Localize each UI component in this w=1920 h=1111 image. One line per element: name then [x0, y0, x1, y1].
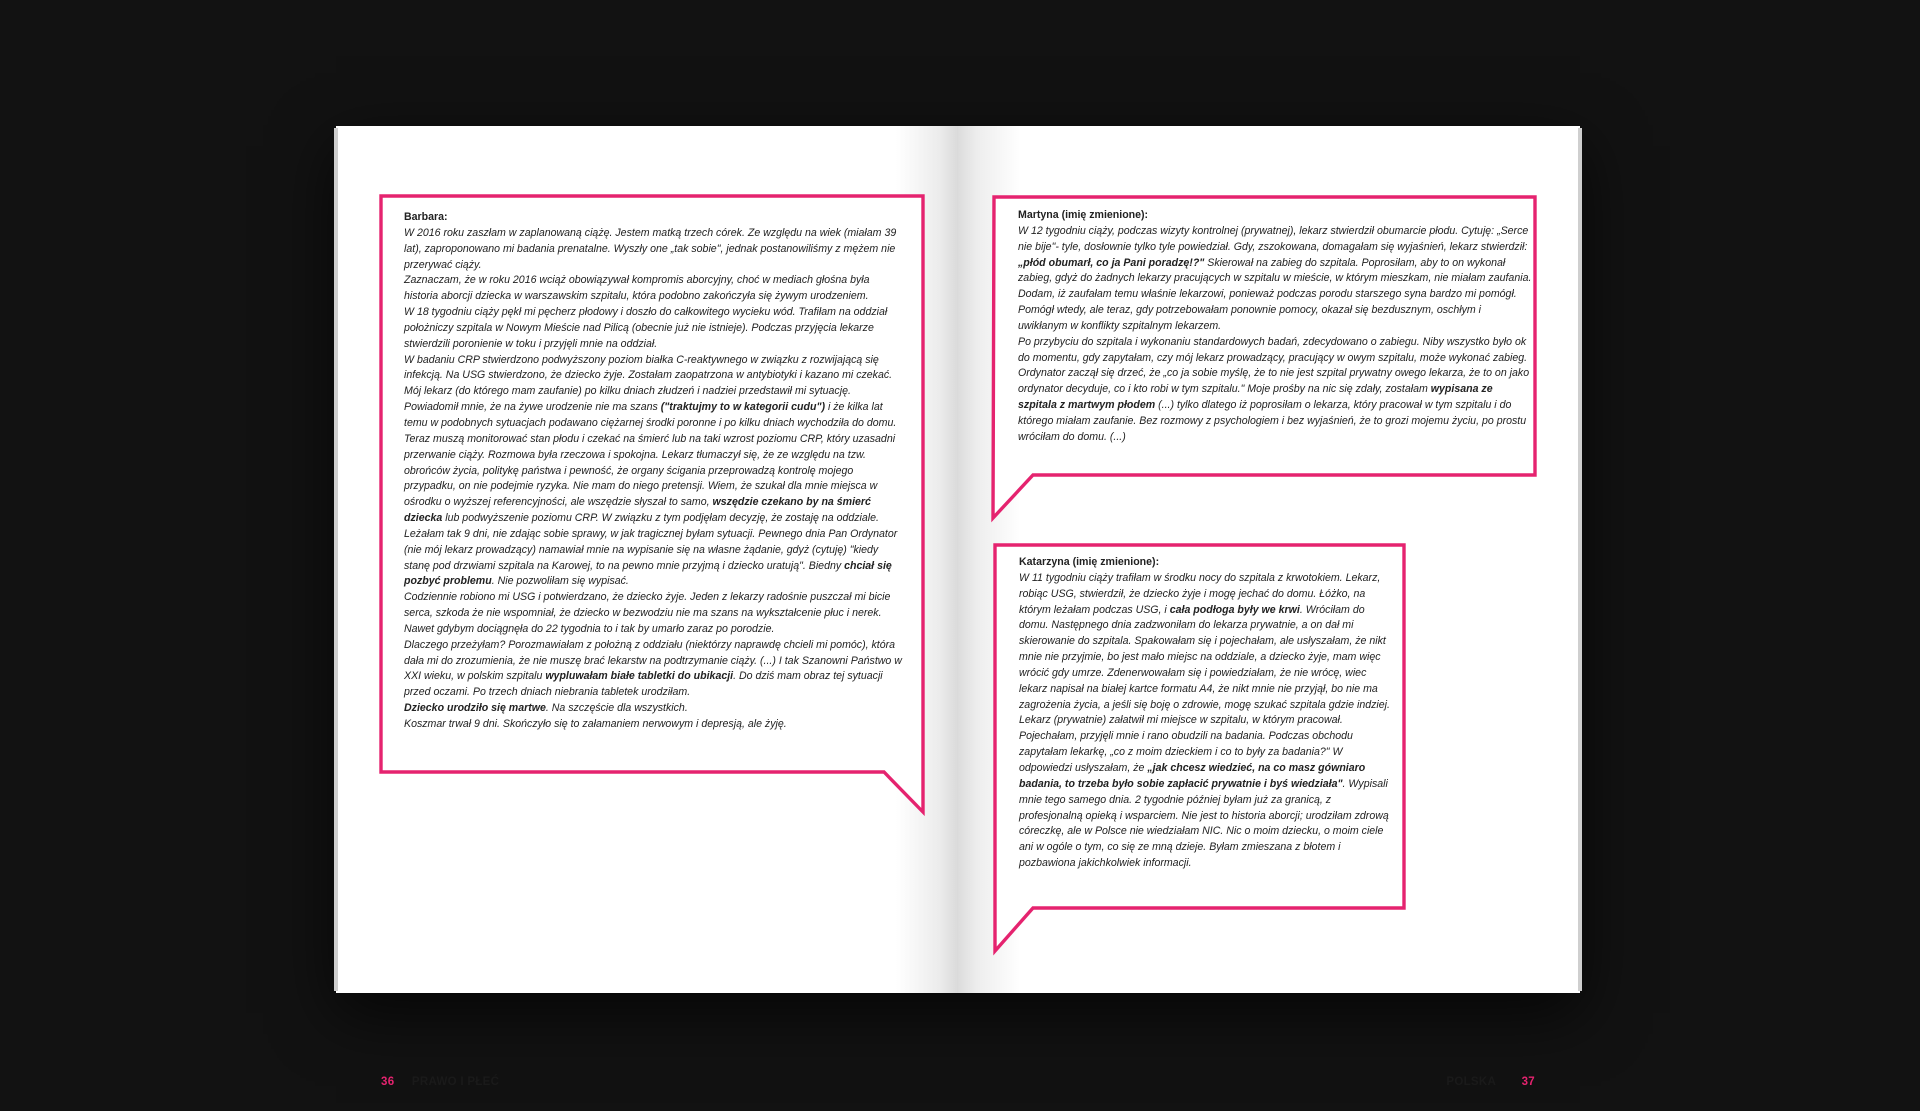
book-spread	[336, 126, 1580, 1088]
story-name: Barbara:	[404, 211, 448, 223]
story-paragraph	[404, 226, 904, 274]
text-run: W 2016 roku zaszłam w zaplanowaną ciążę. Jestem matką trzech córek. Ze względu na wiek (miałam 39 lat), zaproponowano mi badania prenatalne. Wyszły one „tak sobie", jednak postanowiliśmy z mężem nie przerywać ciąży.	[404, 226, 897, 271]
left-folio	[381, 1076, 499, 1088]
emphasis-text: Dziecko urodziło się martwe	[404, 702, 546, 715]
story-name: Katarzyna (imię zmienione):	[1019, 556, 1160, 568]
text-run: . Nie pozwoliłam się wypisać.	[491, 575, 629, 588]
emphasis-text: „jak chcesz wiedzieć, na co masz gówniaro badania, to trzeba było sobie zapłacić prywatnie i byś wiedziała"	[1019, 761, 1366, 790]
text-run: i że kilka lat temu w podobnych sytuacjach podawano ciężarnej środki poronne i po kilku dniach wychodziła do domu. Teraz muszą monitorować stan płodu i czekać na śmierć lub na taki wzrost poziomu CRP, który uzasadni przerwanie ciąży. Rozmowa była rzeczowa i spokojna. Lekarz tłumaczył się, że ze względu na tzw. obrońców życia, politykę państwa i pewność, że organy ścigania przeprowadzą kontrolę mojego przypadku, on nie podejmie ryzyka. Nie mam do niego pretensji. Wiem, że szukał dla mnie miejsca w ośrodku o wyższej referencyjności, ale wszędzie słyszał to samo,	[404, 401, 897, 509]
emphasis-text: cała podłoga były we krwi	[1169, 603, 1300, 616]
emphasis-text: wszędzie czekano by na śmierć dziecka	[404, 496, 871, 525]
story-barbara	[404, 210, 904, 733]
text-run: . Na szczęście dla wszystkich.	[545, 702, 688, 715]
story-paragraph	[404, 527, 904, 590]
text-run: W 12 tygodniu ciąży, podczas wizyty kontrolnej (prywatnej), lekarz stwierdził obumarcie płodu. Cytuję: „Serce nie bije"- tyle, dosłownie tylko tyle powiedział. Gdy, zszokowana, domagałam się wyjaśnień, lekarz stwierdził:	[1018, 224, 1529, 253]
text-run: . Do dziś mam obraz tej sytuacji przed oczami. Po trzech dniach niebrania tabletek urodziłam.	[404, 670, 883, 699]
story-paragraph	[404, 305, 904, 353]
story-paragraph	[404, 273, 904, 305]
page-number-left: 36	[381, 1076, 395, 1088]
text-run: W badaniu CRP stwierdzono podwyższony poziom białka C-reaktywnego w związku z rozwijającą się infekcją. Na USG stwierdzono, że dziecko żyje. Zostałam zaopatrzona w antybiotyki i kazano mi czekać. Mój lekarz (do którego mam zaufanie) po kilku dniach złudzeń i nadziei przedstawił mi sytuację. Powiadomił mnie, że na żywe urodzenie nie ma szans	[404, 353, 893, 414]
story-katarzyna	[1019, 555, 1395, 872]
running-head-left: PRAWO I PŁEĆ	[411, 1076, 500, 1088]
emphasis-text: „płód obumarł, co ja Pani poradzę!?"	[1018, 256, 1205, 269]
text-run: Skierował na zabieg do szpitala. Poprosiłam, aby to on wykonał zabieg, gdyż do żadnych lekarzy pracujących w szpitalu w mieście, w którym mieszkam, nie miałam zaufania. Dodam, iż zaufałam temu właśnie lekarzowi, ponieważ podczas porodu starszego syna bardzo mi pomógł. Pomógł wtedy, ale teraz, gdy potrzebowałam ponownie pomocy, okazał się bezdusznym, oschłym i uwikłanym w konflikty szpitalnym lekarzem.	[1018, 256, 1532, 332]
story-paragraph	[404, 701, 904, 717]
right-page	[958, 126, 1580, 1088]
text-run: Codziennie robiono mi USG i potwierdzano, że dziecko żyje. Jeden z lekarzy radośnie puszczał mi bicie serca, szkoda że nie wspomniał, że dziecko w bezwodziu nie ma szans na wykształcenie płuc i nerek. Nawet gdybym dociągnęła do 22 tygodnia to i tak by umarło zaraz po porodzie.	[404, 591, 891, 635]
story-paragraph	[404, 590, 904, 638]
text-run: lub podwyższenie poziomu CRP. W związku z tym podjęłam decyzję, że zostaję na oddziale.	[442, 512, 879, 525]
text-run: Dlaczego przeżyłam? Porozmawiałam z położną z oddziału (niektórzy naprawdę chcieli mi pomóc), która dała mi do zrozumienia, że nie muszę brać lekarstw na podtrzymanie ciąży. (...) I tak Szanowni Państwo w XXI wieku, w polskim szpitalu	[404, 638, 902, 683]
running-head-right: POLSKA	[1446, 1076, 1497, 1088]
emphasis-text: ("traktujmy to w kategorii cudu")	[660, 401, 825, 414]
story-paragraphs	[404, 226, 904, 733]
text-run: Po przybyciu do szpitala i wykonaniu standardowych badań, zdecydowano o zabiegu. Niby wszystko było ok do momentu, gdy zapytałam, czy mój lekarz prowadzący, pracujący w owym szpitalu, może wykonać zabieg. Ordynator zaczął się drzeć, że „co ja sobie myślę, że to nie jest szpital prywatny owego lekarza, że to on jako ordynator decyduje, co i kto robi w tym szpitalu." Moje prośby na nic się zdały, zostałam	[1018, 335, 1530, 396]
text-run: . Wróciłam do domu. Następnego dnia zadzwoniłam do lekarza prywatnie, a on dał mi skierowanie do szpitala. Spakowałam się i pojechałam, ale usłyszałam, że nikt mnie nie przyjmie, bo jest mało miejsc na oddziale, a dziecko żyje, mam więc wrócić gdy umrze. Zdenerwowałam się i powiedziałam, że nie wrócę, wiec lekarz napisał na białej kartce formatu A4, że nikt mnie nie przyjął, bo nie ma zagrożenia życia, a jeśli się boję o zdrowie, mogę szukać szpitala gdzie indziej. Lekarz (prywatnie) załatwił mi miejsce w szpitalu, w którym pracował. Pojechałam, przyjęli mnie i rano obudzili na badania. Podczas obchodu zapytałam lekarkę, „co z moim dzieckiem i co to były za badania?" W odpowiedzi usłyszałam, że	[1019, 603, 1390, 774]
text-run: Koszmar trwał 9 dni. Skończyło się to załamaniem nerwowym i depresją, ale żyję.	[404, 718, 787, 730]
emphasis-text: wypisana ze szpitala z martwym płodem	[1018, 383, 1493, 412]
emphasis-text: wypluwałam białe tabletki do ubikacji	[545, 670, 734, 683]
story-paragraphs	[1019, 571, 1395, 872]
text-run: Zaznaczam, że w roku 2016 wciąż obowiązywał kompromis aborcyjny, choć w mediach głośna była historia aborcji dziecka w warszawskim szpitalu, która podobno zakończyła się żywym urodzeniem.	[404, 274, 870, 303]
emphasis-text: chciał się pozbyć problemu	[404, 559, 892, 588]
text-run: (...) tylko dlatego iż poprosiłam o lekarza, który pracował w tym szpitalu i do którego miałam zaufanie. Bez rozmowy z psychologiem i bez wyjaśnień, że to grozi mojemu życiu, po prostu wróciłam do domu. (...)	[1018, 399, 1527, 443]
text-run: . Wypisali mnie tego samego dnia. 2 tygodnie później byłam już za granicą, z profesjonalną opieką i wsparciem. Nie jest to historia aborcji; urodziłam zdrową córeczkę, ale w Polsce nie wiedziałam NIC. Nic o moim dziecku, o moim ciele ani w ogóle o tym, co się ze mną dzieje. Byłam zmieszana z błotem i pozbawiona jakichkolwiek informacji.	[1019, 777, 1389, 870]
story-name: Martyna (imię zmienione):	[1018, 209, 1149, 221]
right-folio	[1446, 1076, 1535, 1088]
text-run: W 18 tygodniu ciąży pękł mi pęcherz płodowy i doszło do całkowitego wycieku wód. Trafiłam na oddział położniczy szpitala w Nowym Mieście nad Pilicą (obecnie już nie istnieje). Podczas przyjęcia lekarze stwierdzili poronienie w toku i przyjęli mnie na oddział.	[404, 306, 888, 350]
page-number-right: 37	[1521, 1076, 1535, 1088]
text-run: W 11 tygodniu ciąży trafiłam w środku nocy do szpitala z krwotokiem. Lekarz, robiąc USG, stwierdził, że dziecko żyje i mogę jechać do domu. Łóżko, na którym leżałam podczas USG, i	[1019, 571, 1381, 616]
story-paragraph	[1019, 571, 1395, 872]
story-paragraph	[404, 638, 904, 701]
left-page	[336, 126, 958, 1088]
story-paragraph	[404, 717, 904, 733]
text-run: Leżałam tak 9 dni, nie zdając sobie sprawy, w jak tragicznej byłam sytuacji. Pewnego dnia Pan Ordynator (nie mój lekarz prowadzący) namawiał mnie na wypisanie się na własne żądanie, gdyż (cytuję) "kiedy stanę pod drzwiami szpitala na Karowej, to na pewno mnie przyjmą i dziecko uratują". Biedny	[404, 527, 898, 572]
story-paragraph	[404, 353, 904, 527]
